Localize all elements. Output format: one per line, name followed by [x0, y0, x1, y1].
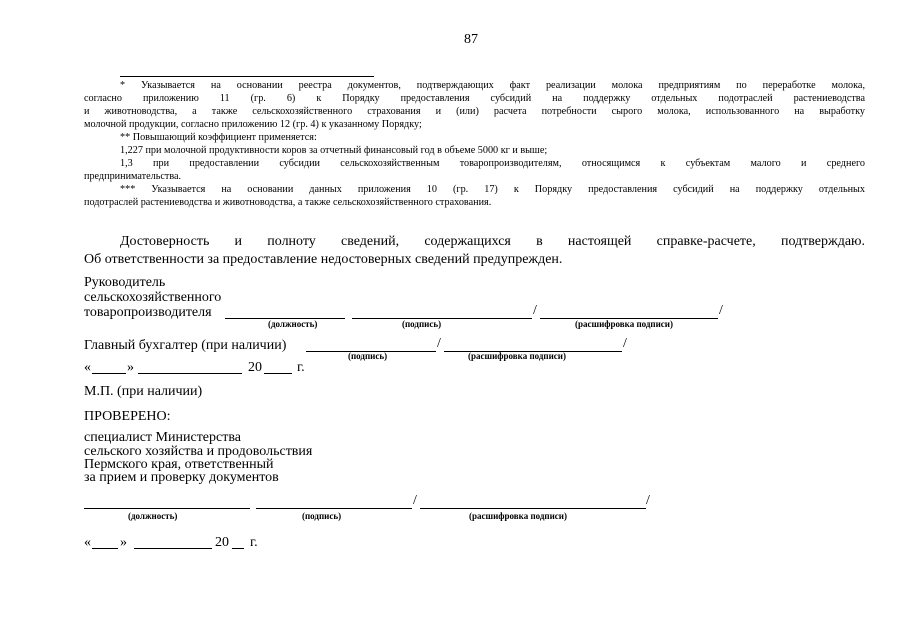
head-label-line-1: Руководитель [84, 275, 166, 290]
footnote-3-line-2: подотраслей растениеводства и животноводства, а также сельскохозяйственного страхования. [84, 197, 492, 208]
checked-line-2: сельского хозяйства и продовольствия [84, 444, 313, 459]
date-2-day-field[interactable] [92, 548, 118, 549]
accountant-caption-signature: (подпись) [348, 351, 388, 361]
checked-caption-signature: (подпись) [302, 511, 342, 521]
date-2-year-suffix: г. [250, 535, 258, 550]
date-1-year-field[interactable] [264, 373, 292, 374]
date-1-month-field[interactable] [138, 373, 242, 374]
footnote-2-line-4: предпринимательства. [84, 171, 182, 182]
head-label-line-2: сельскохозяйственного [84, 290, 222, 305]
checked-position-field[interactable] [84, 508, 250, 509]
date-1-day-field[interactable] [92, 373, 126, 374]
confirmation-line-2: Об ответственности за предоставление недостоверных сведений предупрежден. [84, 252, 563, 267]
confirmation-line-1: Достоверность и полноту сведений, содержащихся в настоящей справке-расчете, подтверждаю. [120, 234, 865, 249]
head-slash-1: / [533, 303, 537, 318]
footnote-1-line-4: молочной продукции, согласно приложению 12 (гр. 4) к указанному Порядку; [84, 119, 422, 130]
checked-slash-2: / [646, 493, 650, 508]
checked-decoding-field[interactable] [420, 508, 646, 509]
date-2-month-field[interactable] [134, 548, 212, 549]
accountant-label: Главный бухгалтер (при наличии) [84, 338, 287, 353]
stamp-label: М.П. (при наличии) [84, 384, 203, 399]
head-caption-decoding: (расшифровка подписи) [575, 319, 673, 329]
date-2-open-quote: « [84, 535, 91, 550]
accountant-slash-2: / [623, 336, 627, 351]
page-number: 87 [464, 32, 478, 47]
checked-line-3: Пермского края, ответственный [84, 457, 274, 472]
footnote-2-line-1: ** Повышающий коэффициент применяется: [120, 132, 317, 143]
footnote-2-line-2: 1,227 при молочной продуктивности коров за отчетный финансовый год в объеме 5000 кг и выше; [120, 145, 548, 156]
footnote-3-line-1: *** Указывается на основании данных приложения 10 (гр. 17) к Порядку предоставления субсидий на поддержку отдельных [120, 184, 865, 195]
head-slash-2: / [719, 303, 723, 318]
checked-caption-decoding: (расшифровка подписи) [469, 511, 567, 521]
footnote-2-line-3: 1,3 при предоставлении субсидии сельскохозяйственным товаропроизводителям, относящимся к субъектам малого и среднего [120, 158, 865, 169]
head-caption-signature: (подпись) [402, 319, 442, 329]
head-label-line-3: товаропроизводителя [84, 305, 212, 320]
checked-slash-1: / [413, 493, 417, 508]
footnote-1-line-2: согласно приложению 11 (гр. 6) к Порядку предоставления субсидий на поддержку отдельных подотраслей растениеводства [84, 93, 865, 104]
footnote-separator [120, 76, 374, 77]
checked-title: ПРОВЕРЕНО: [84, 409, 171, 424]
checked-caption-position: (должность) [128, 511, 178, 521]
checked-line-1: специалист Министерства [84, 430, 241, 445]
date-2-year-prefix: 20 [215, 535, 229, 550]
accountant-slash-1: / [437, 336, 441, 351]
checked-line-4: за прием и проверку документов [84, 470, 279, 485]
accountant-caption-decoding: (расшифровка подписи) [468, 351, 566, 361]
head-caption-position: (должность) [268, 319, 318, 329]
date-2-year-field[interactable] [232, 548, 244, 549]
date-1-close-quote: » [127, 360, 134, 375]
date-1-year-prefix: 20 [248, 360, 262, 375]
date-1-year-suffix: г. [297, 360, 305, 375]
date-2-close-quote: » [120, 535, 127, 550]
footnote-1-line-3: и животноводства, а также сельскохозяйственного страхования и (или) расчета потребности сырого молока, использованного на выработку [84, 106, 865, 117]
footnote-1-line-1: * Указывается на основании реестра документов, подтверждающих факт реализации молока предприятиям по переработке молока, [120, 80, 865, 91]
head-signature-field[interactable] [352, 318, 532, 319]
checked-signature-field[interactable] [256, 508, 412, 509]
date-1-open-quote: « [84, 360, 91, 375]
